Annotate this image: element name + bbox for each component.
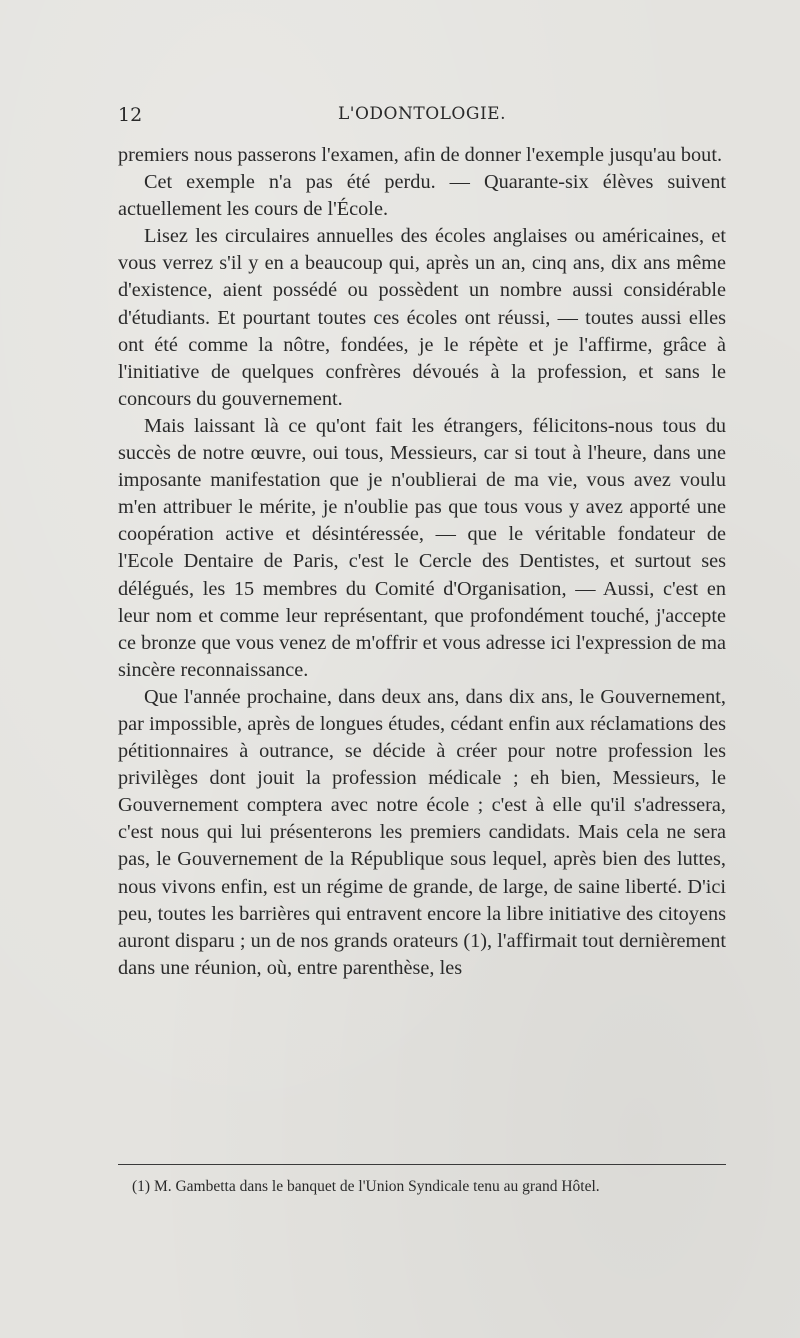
paragraph: Lisez les circulaires annuelles des écoles anglaises ou américaines, et vous verrez s'il y en a beaucoup qui, après un an, cinq ans, dix ans même d'existence, aient possédé ou possèdent un nombre aussi considérable d'étudiants. Et pourtant toutes ces écoles ont réussi, — toutes aussi elles ont été comme la nôtre, fondées, je le répète et je l'affirme, grâce à l'initiative de quelques confrères dévoués à la profession, et sans le concours du gouvernement. [118, 225, 726, 410]
footnote-rule [118, 1164, 726, 1165]
body-text [118, 142, 726, 982]
page-header [118, 104, 726, 130]
paragraph: Cet exemple n'a pas été perdu. — Quarante-six élèves suivent actuellement les cours de l'École. [118, 171, 726, 221]
paragraph: premiers nous passerons l'examen, afin de donner l'exemple jusqu'au bout. [118, 144, 723, 166]
paragraph: Que l'année prochaine, dans deux ans, dans dix ans, le Gouvernement, par impossible, après de longues études, cédant enfin aux réclamations des pétitionnaires à outrance, se décide à créer pour notre profession les privilèges dont jouit la profession médicale ; eh bien, Messieurs, le Gouvernement comptera avec notre école ; c'est à elle qu'il s'adressera, c'est nous qui lui présenterons les premiers candidats. Mais cela ne sera pas, le Gouvernement de la République sous lequel, après bien des luttes, nous vivons enfin, est un régime de grande, de large, de saine liberté. D'ici peu, toutes les barrières qui entravent encore la libre initiative des citoyens auront disparu ; un de nos grands orateurs (1), l'affirmait tout dernièrement dans une réunion, où, entre parenthèse, les [118, 685, 726, 979]
running-title: L'ODONTOLOGIE. [338, 104, 506, 124]
footnote: (1) M. Gambetta dans le banquet de l'Union Syndicale tenu au grand Hôtel. [132, 1178, 600, 1195]
paragraph: Mais laissant là ce qu'ont fait les étrangers, félicitons-nous tous du succès de notre œuvre, oui tous, Messieurs, car si tout à l'heure, dans une imposante manifestation que je n'oublierai de ma vie, vous avez voulu m'en attribuer le mérite, je n'oublie pas que tous vous y avez apporté une coopération active et désintéressée, — que le véritable fondateur de l'Ecole Dentaire de Paris, c'est le Cercle des Dentistes, et surtout ses délégués, les 15 membres du Comité d'Organisation, — Aussi, c'est en leur nom et comme leur représentant, que profondément touché, j'accepte ce bronze que vous venez de m'offrir et vous adresse ici l'expression de ma sincère reconnaissance. [118, 414, 726, 681]
page-number: 12 [118, 104, 143, 126]
